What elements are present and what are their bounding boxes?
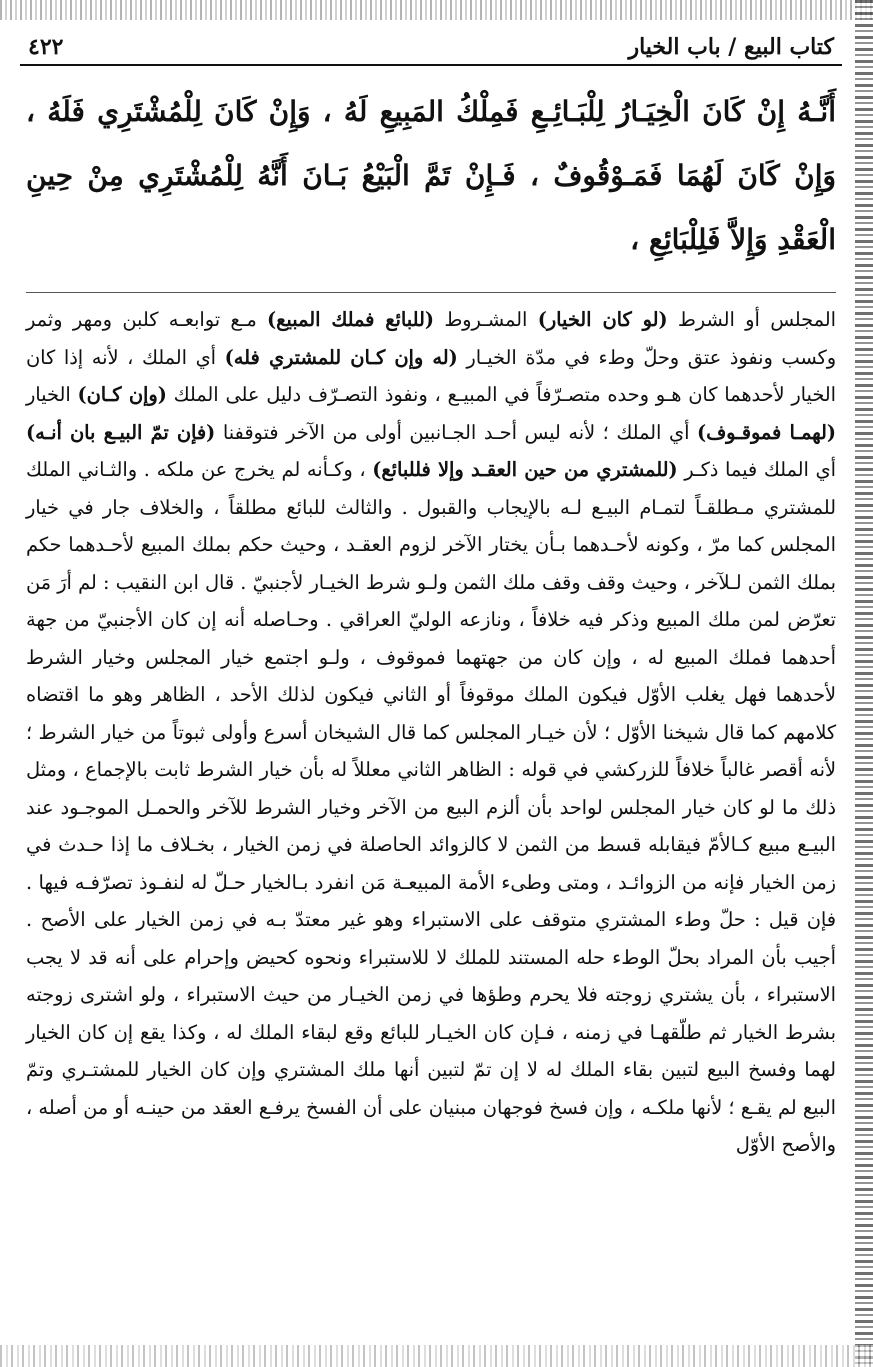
matn-sharh-divider — [26, 292, 836, 293]
quoted-matn-segment: (للبائع فملك المبيع) — [267, 308, 434, 331]
running-title: كتاب البيع / باب الخيار — [628, 34, 834, 60]
ornamental-border-right — [855, 0, 873, 1367]
quoted-matn-segment: (للمشتري من حين العقـد وإلا فللبائع) — [372, 458, 678, 481]
matn-text: أَنَّـهُ إِنْ كَانَ الْخِيَـارُ لِلْبَـائِـعِ فَمِلْكُ المَبِيعِ لَهُ ، وَإِنْ كَانَ لِلْمُشْتَرِي فَلَهُ ، وَإِنْ كَانَ لَهُمَا فَمَـوْقُوفٌ ، فَـإِنْ تَمَّ الْبَيْعُ بَـانَ أَنَّهُ لِلْمُشْتَرِي مِنْ حِينِ الْعَقْدِ وَإِلاَّ فَلِلْبَائِعِ ، — [26, 95, 836, 256]
commentary-segment: مـع توابعـه كلبن ومهر وثمر وكسب ونفوذ عتق وحلّ وطء في مدّة الخيـار — [26, 308, 837, 369]
book-page — [20, 22, 842, 1342]
commentary-segment: أي الملك فيما ذكـر — [677, 458, 836, 481]
quoted-matn-segment: (لهمـا فموقـوف) — [697, 420, 837, 444]
commentary-segment: أي الملك ، لأنه إذا كان الخيار لأحدهما كان هـو وحده متصـرّفاً في المبيـع ، ونفوذ التصـرّف دليل على الملك — [26, 345, 837, 406]
quoted-matn-segment: (وإن كـان) — [77, 383, 167, 406]
quoted-matn-segment: (فإن تمّ البيـع بان أنـه) — [26, 420, 216, 444]
sharh-commentary — [20, 301, 842, 1164]
commentary-segment: ، وكـأنه لم يخرج عن ملكه . والثـاني الملك للمشتري مـطلقـاً لتمـام البيـع لـه بالإيجاب والقبول . والثالث للبائع مطلقاً ، والخلاف جار في خيار المجلس كما مرّ ، وكونه لأحـدهما بـأن يختار الآخر لزوم العقـد ، وحيث حكم بملك المبيع لأحـدهما حكم بملك الثمن لـلآخر ، وحيث وقف وقف ملك الثمن ولـو شرط الخيـار لأجنبيّ . قال ابن النقيب : لم أرَ مَن تعرّض لمن ملك المبيع وذكر فيه خلافاً ، ونازعه الوليّ العراقي . وحـاصله أنه إن كان الأجنبيّ من جهة أحدهما فملك المبيع له ، وإن كان من جهتهما فموقوف ، ولـو اجتمع خيار المجلس وخيار الشرط لأحدهما فهل يغلب الأوّل فيكون الملك موقوفاً أو الثاني فيكون لذلك الأحد ، الظاهر وهو ما اقتضاه كلامهم كما قال شيخنا الأوّل ؛ لأن خيـار المجلس كما قال الشيخان أسرع وأولى ثبوتاً من خيار الشرط ؛ لأنه أقصر غالباً خلافاً للزركشي في قوله : الظاهر الثاني معللاً له بأن خيار الشرط ثابت بالإجماع ، ومثل ذلك ما لو كان خيار المجلس لواحد بأن ألزم البيع من الآخر وخيار الشرط للآخر والحمـل الموجـود عند البيـع مبيع كـالأمّ فيقابله قسط من الثمن لا كالزوائد الحاصلة في زمن الخيار ، بخـلاف ما إذا حـدث في زمن الخيار فإنه من الزوائـد ، ومتى وطىء الأمة المبيعـة مَن انفرد بـالخيار حـلّ له لنفـوذ تصرّفـه فيها . فإن قيل : حلّ وطء المشتري متوقف على الاستبراء وهو غير معتدّ بـه في زمن الخيار على الأصح . أجيب بأن المراد بحلّ الوطء حله المستند للملك لا للاستبراء ونحوه كحيض وإحرام على أنه قد لا يجب الاستبراء ، بأن يشتري زوجته فلا يحرم وطؤها في زمن الخيـار من حيث الاستبراء ، ولو اشترى زوجته بشرط الخيار ثم طلّقهـا في زمنه ، فـإن كان الخيـار للبائع وقع لبقاء الملك له ، وكذا يقع إن كان الخيار لهما وفسخ البيع لتبين بقاء الملك له لا إن تمّ لتبين أنها ملك المشتري وإن كان الخيار للمشتـري وتمّ البيع لم يقـع ؛ لأنها ملكـه ، وإن فسخ فوجهان مبنيان على أن الفسخ يرفـع العقد من حينـه أو من أصله ، والأصح الأوّل — [26, 458, 836, 1156]
page-number: ٤٢٢ — [28, 34, 64, 60]
ornamental-border-bottom — [0, 1345, 873, 1367]
commentary-segment: الخيار — [26, 383, 78, 406]
commentary-segment: المشـروط — [434, 308, 538, 331]
quoted-matn-segment: (لو كان الخيار) — [537, 308, 668, 331]
page-header — [20, 22, 842, 66]
ornamental-border-top — [0, 0, 873, 20]
commentary-segment: المجلس أو الشرط — [667, 308, 836, 331]
commentary-segment: أي الملك ؛ لأنه ليس أحـد الجـانبين أولى من الآخر فتوقفنا — [215, 420, 698, 444]
quoted-matn-segment: (له وإن كـان للمشتري فله) — [224, 345, 458, 369]
